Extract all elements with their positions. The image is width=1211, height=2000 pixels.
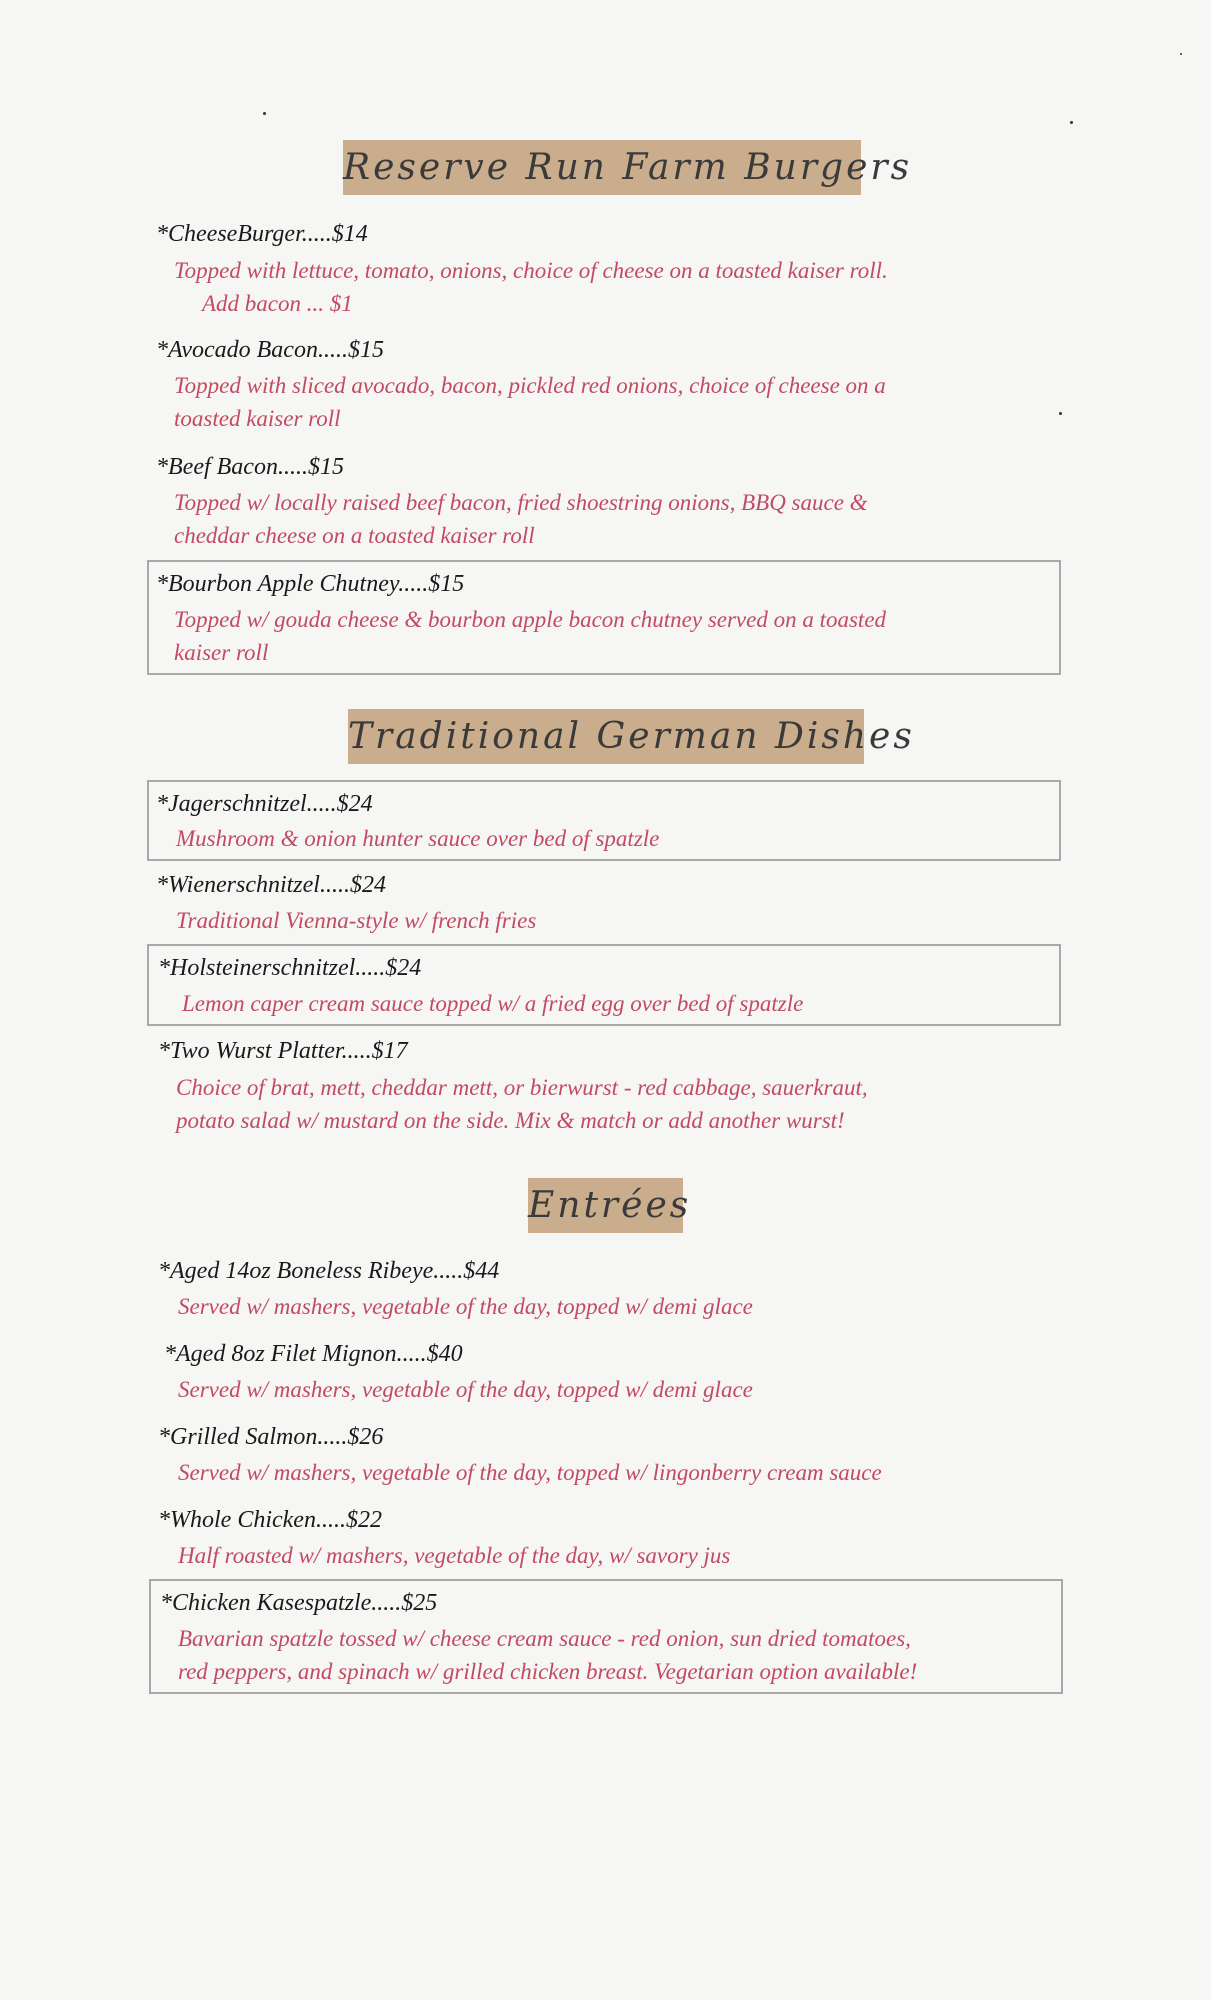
- item-description: [176, 1071, 868, 1137]
- description-line: toasted kaiser roll: [174, 406, 341, 431]
- description-line: Traditional Vienna-style w/ french fries: [176, 908, 537, 933]
- description-line: Lemon caper cream sauce topped w/ a fried egg over bed of spatzle: [182, 991, 804, 1016]
- item-description: [182, 987, 803, 1020]
- item-description: [174, 369, 886, 435]
- item-name: *Holsteinerschnitzel.....$24: [158, 955, 422, 981]
- item-description: [176, 822, 659, 855]
- item-name: *Jagerschnitzel.....$24: [156, 791, 373, 817]
- item-description: [178, 1290, 753, 1323]
- paper-speck: [1059, 412, 1062, 415]
- description-line: Half roasted w/ mashers, vegetable of the day, w/ savory jus: [178, 1543, 731, 1568]
- item-name: *Beef Bacon.....$15: [156, 454, 344, 480]
- item-name: *Avocado Bacon.....$15: [156, 337, 384, 363]
- item-name: *Grilled Salmon.....$26: [158, 1424, 384, 1450]
- item-description: [174, 603, 886, 669]
- item-name: *Whole Chicken.....$22: [158, 1507, 382, 1533]
- item-name: *Chicken Kasespatzle.....$25: [160, 1590, 438, 1616]
- description-line: Choice of brat, mett, cheddar mett, or bierwurst - red cabbage, sauerkraut,: [176, 1075, 868, 1100]
- description-line: cheddar cheese on a toasted kaiser roll: [174, 523, 535, 548]
- description-line: Topped w/ locally raised beef bacon, fried shoestring onions, BBQ sauce &: [174, 490, 868, 515]
- item-description: [174, 486, 868, 552]
- item-description: [174, 254, 888, 320]
- description-line: Mushroom & onion hunter sauce over bed of spatzle: [176, 826, 660, 851]
- item-description: [178, 1539, 730, 1572]
- item-name: *CheeseBurger.....$14: [156, 221, 368, 247]
- paper-speck: [1070, 121, 1073, 124]
- description-line: Served w/ mashers, vegetable of the day, topped w/ demi glace: [178, 1377, 753, 1402]
- item-name: *Aged 14oz Boneless Ribeye.....$44: [158, 1258, 500, 1284]
- section-heading-german: Traditional German Dishes: [348, 709, 864, 764]
- description-line: Served w/ mashers, vegetable of the day, topped w/ lingonberry cream sauce: [178, 1460, 882, 1485]
- paper-speck: [1180, 53, 1182, 55]
- description-line: Bavarian spatzle tossed w/ cheese cream sauce - red onion, sun dried tomatoes,: [178, 1626, 911, 1651]
- description-line: Topped with lettuce, tomato, onions, choice of cheese on a toasted kaiser roll.: [174, 258, 888, 283]
- item-description: [178, 1373, 753, 1406]
- description-line: Topped with sliced avocado, bacon, pickled red onions, choice of cheese on a: [174, 373, 886, 398]
- item-name: *Aged 8oz Filet Mignon.....$40: [164, 1341, 463, 1367]
- item-name: *Two Wurst Platter.....$17: [158, 1038, 408, 1064]
- item-name: *Bourbon Apple Chutney.....$15: [156, 571, 465, 597]
- item-description: [178, 1622, 917, 1688]
- paper-speck: [263, 112, 266, 115]
- description-line: Served w/ mashers, vegetable of the day, topped w/ demi glace: [178, 1294, 753, 1319]
- description-line: Add bacon ... $1: [202, 291, 353, 316]
- item-name: *Wienerschnitzel.....$24: [156, 872, 386, 898]
- description-line: Topped w/ gouda cheese & bourbon apple bacon chutney served on a toasted: [174, 607, 887, 632]
- section-heading-burgers: Reserve Run Farm Burgers: [343, 140, 861, 195]
- description-line: kaiser roll: [174, 640, 269, 665]
- description-line: red peppers, and spinach w/ grilled chicken breast. Vegetarian option available!: [178, 1659, 918, 1684]
- item-description: [178, 1456, 882, 1489]
- description-line: potato salad w/ mustard on the side. Mix & match or add another wurst!: [176, 1108, 845, 1133]
- item-description: [176, 904, 536, 937]
- section-heading-entrees: Entrées: [528, 1178, 683, 1233]
